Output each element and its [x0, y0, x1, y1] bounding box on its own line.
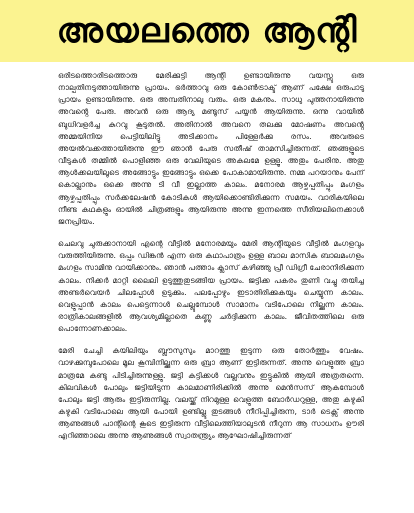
story-body [58, 70, 364, 443]
paragraph: മേരി ചേച്ചി കയിലിയും ബ്ലൗസുസും മാറത്തു ഇടുന്ന ഒരു തോർത്തും വേഷം. വാഴക്കുമ്പുപോലെ മൂല കൂമ്പിനില്ക്കുന്ന ഒരു ബ്രാ ആണ് ഇട്ടിരുന്നത്. അന്നു വെളുത്ത ബ്രാ മാത്രമേ കണ്ടു പിടിച്ചിരുന്നുള്ളു. ജട്ടി കട്ടിക്കൾ വല്ലവനും ഇട്ടുകിൽ ആയി അത്രതന്നെ. കിലവികൾ പോലും ജട്ടിയിടുന്ന കാലമാണിരിക്കിൽ അന്നു മെൻസസ് ആകമ്പോൾ പോലും ജട്ടി ആരും ഇട്ടിരുന്നില്ല. വലയ്ക്ക് നിറമുള്ള വെളുത്ത ബോർഡറുള്ള, അതു കഴുകി കഴുകി വടിപോലെ ആയി പോയി ഉണ്ടില്ലു തുടങ്ങൾ നീറിപ്പിച്ചിരുന്ന, ടാർ ടെക്സ് അന്നു ആണുങ്ങൾ പാന്റിന്റെ കൂടെ ഇട്ടിരുന്ന വീട്ടിലെത്തിയാലുടൻ നീറുന്ന ആ സാധനം ഊരി എറിഞ്ഞാലെ അന്നു ആണുങ്ങൾ സ്വാതന്ത്ര്യം ആഘോഷിച്ചിരുന്നത് [58, 346, 364, 441]
story-title: അയലത്തെ ആന്റി [56, 11, 358, 51]
paragraph: ചെലവു ചുരുക്കാനായി എന്റെ വീട്ടിൽ മനോരമയും മേരി ആന്റിയുടെ വീട്ടിൽ മംഗളവും വരുത്തിയിരുന്നു. ഒപ്പം ഡിങ്കൻ എന്ന ഒരു കഥാപാത്രം ഉള്ള ബാല മാസിക ബാലമംഗളം മംഗളം സാമിനു വായിക്കാനും. ഞാൻ പത്താം ക്ലാസ് കഴിഞ്ഞു പ്രീ ഡിഗ്രീ ചേരാനിരിക്കുന്ന കാലം. നിക്കർ മാറ്റി ലൈലി ഉടുത്തുതുടങ്ങിയ പ്രായം. ജട്ടിക്ക പകരം തുണി വച്ചു തയിച്ച അണ്ടർവെയർ ചിലപ്പോൾ ഉടുക്കും. പലപ്പോഴും ഇടാതിരിക്കുകയും ചെയ്യുന്ന കാലം. വെളുപ്പാൻ കാലം പെട്ടെന്നാൾ ചെല്ലുമ്പോൾ സാമാനം വടിപോലെ നില്ക്കുന്ന കാലം. രാത്രികാലങ്ങളിൽ ആവശ്യമില്ലാതെ കണ്ണു ചർദ്ദിക്കുന്ന കാലം. ജീവിതത്തിലെ ഒരു പൊന്നോണക്കാലം. [58, 239, 364, 334]
title-banner [0, 0, 414, 62]
paragraph: ഒരിടത്തൊരിടത്തൊരു മേരിക്കുട്ടി ആന്റി ഉണ്ടായിരുന്നു വയസ്സു ഒരു നാല്പതിനടുത്തായിരുന്നു പ്രായം. ഭർത്താവു ഒരു കോൺട്രാക്ട് ആണ് പക്ഷേ ഒരുപാടു പ്രായം ഉണ്ടായിരുന്നു. ഒരു അമ്പതിനാലു വരും. ഒരു മകനും. സാധു പുത്തനായിരുന്നു അവൻ്റെ പേരു. അവൻ ഒരു ആദ്യ മണ്ടൂസ് പയ്യൻ ആയിരുന്നു. ഒന്നു വായിൽ ബുധിവളർച്ച കുറവു കൂടുതൽ. അതിനാൽ അവനെ തലക്കു മോഷണം അവൻ്റെ അമ്മയിനിയ പെട്ടിയിലിട്ടു അടിക്കാനം പിള്ളേർക്കു രസം. അവരുടെ അയൽവക്കത്തായിരുന്നു ഈ ഞാൻ പേരു സതീഷ് താമസിച്ചിരുന്നത്. ഞങ്ങളുടെ വീടുകൾ തമ്മിൽ പൊളിഞ്ഞ ഒരു വേലിയുടെ അകലമേ ഉള്ളൂ. അതും പേരിനു. അതു ആൾക്കലയിലൂടെ അങ്ങോട്ടും ഇങ്ങോട്ടും ഒക്കെ പോകാമായിരുന്നു. നമ്മ പറയാനും പേന് കൊല്ലാനും ഒക്കെ അന്നു ടി വീ ഇല്ലാത്ത കാലം. മനോരമ ആഴ്ചപ്പതിപ്പും മംഗളം ആഴ്ചപ്പതിപ്പും സർക്കലേഷൻ കോടികൾ ആയിക്കൊണ്ടിരിക്കുന്ന സമയം. വാരികയിലെ നീണ്ട കഥകളും ഓയിൽ ചിത്രങ്ങളും ആയിരുന്നു അന്നു ഇന്നത്തെ സീരിയലിനെക്കാൾ ജനപ്രിയം. [58, 71, 364, 226]
